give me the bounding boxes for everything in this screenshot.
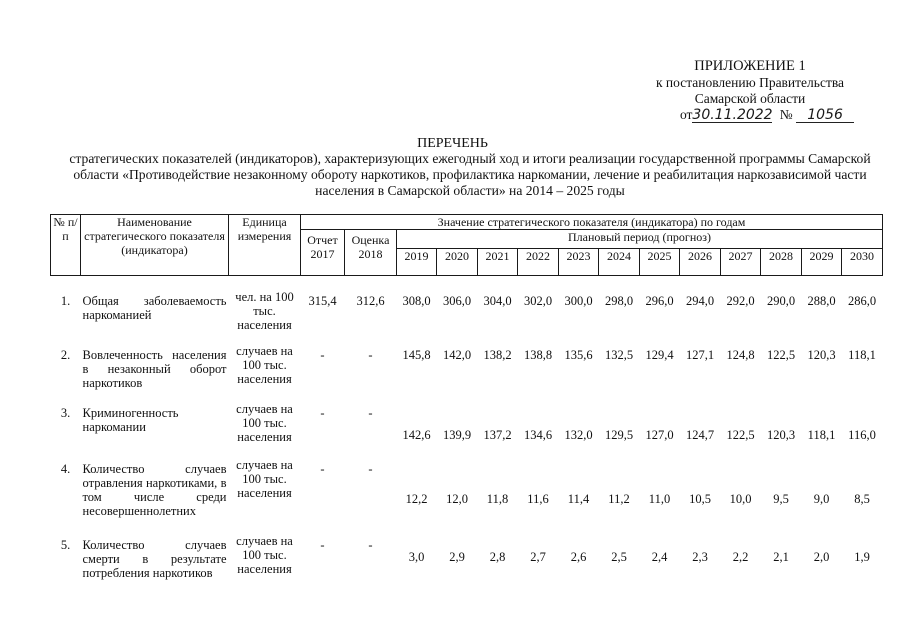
year-value-cell: 134,6 [523, 427, 553, 442]
row-number: 3. [60, 405, 71, 420]
year-value-cell: 124,8 [726, 347, 755, 362]
header-year: 2027 [721, 249, 761, 276]
appendix-title: ПРИЛОЖЕНИЕ 1 [694, 58, 806, 74]
header-report: Отчет 2017 [301, 230, 345, 276]
indicator-name: Количество случаев отравления наркотиками, в том числе среди несовершеннолетних [82, 461, 227, 518]
report-2017-cell: - [320, 347, 325, 362]
year-value-cell: 127,1 [685, 347, 715, 362]
document-subtitle: стратегических показателей (индикаторов), характеризующих ежегодный ход и итоги реализации государственной программы Самарской области «Противодействие незаконному обороту наркотиков, профилактика наркомании, лечение и реабилитация наркозависимой части населения в Самарской области» на 2014 – 2025 годы [69, 151, 871, 198]
year-value-cell: 10,0 [729, 491, 752, 506]
year-value-cell: 298,0 [604, 294, 634, 308]
year-value-cell: 11,0 [648, 491, 671, 506]
year-value-cell: 2,8 [489, 549, 506, 564]
year-value-cell: 1,9 [854, 549, 870, 564]
year-value-cell: 8,5 [854, 491, 870, 506]
table-row [51, 276, 883, 334]
year-value-cell: 142,6 [402, 427, 431, 442]
year-value-cell: 145,8 [402, 347, 431, 362]
year-value-cell: 137,2 [483, 427, 512, 442]
year-value-cell: 2,9 [449, 549, 465, 564]
year-value-cell: 127,0 [645, 427, 674, 442]
header-year: 2023 [559, 249, 599, 276]
table-row [51, 530, 883, 588]
year-value-cell: 296,0 [645, 294, 674, 308]
year-value-cell: 122,5 [726, 427, 755, 442]
indicators-table [50, 214, 883, 588]
year-value-cell: 2,2 [732, 549, 749, 564]
header-estimate: Оценка 2018 [345, 230, 397, 276]
year-value-cell: 120,3 [807, 347, 836, 362]
year-value-cell: 142,0 [442, 347, 472, 362]
year-value-cell: 11,6 [527, 491, 549, 506]
year-value-cell: 2,6 [570, 549, 587, 564]
header-year: 2029 [802, 249, 842, 276]
header-year: 2021 [478, 249, 518, 276]
header-year: 2025 [640, 249, 680, 276]
year-value-cell: 2,4 [651, 549, 668, 564]
unit-cell: случаев на 100 тыс. населения [236, 343, 293, 386]
year-value-cell: 302,0 [523, 294, 553, 308]
year-value-cell: 10,5 [689, 491, 711, 506]
year-value-cell: 11,8 [486, 491, 509, 506]
estimate-2018-cell: 312,6 [356, 294, 385, 308]
appendix-line: к постановлению Правительства [655, 75, 845, 90]
year-value-cell: 122,5 [766, 347, 796, 362]
handwritten-number: 1056 [796, 108, 854, 123]
year-value-cell: 135,6 [564, 347, 593, 362]
header-year: 2028 [761, 249, 802, 276]
table-body [51, 276, 883, 588]
report-2017-cell: - [320, 537, 325, 552]
document-title: ПЕРЕЧЕНЬ [417, 136, 488, 151]
indicator-name: Вовлеченность населения в незаконный оборот наркотиков [82, 347, 227, 390]
table-row [51, 334, 883, 392]
header-unit: Единица измерения [229, 215, 301, 276]
estimate-2018-cell: - [368, 405, 373, 420]
year-value-cell: 118,1 [807, 427, 836, 442]
appendix-line: Самарской области [694, 91, 806, 106]
year-value-cell: 129,5 [604, 427, 634, 442]
header-name: Наименование стратегического показателя (индикатора) [81, 215, 229, 276]
year-value-cell: 9,5 [773, 491, 789, 506]
year-value-cell: 306,0 [442, 294, 472, 308]
handwritten-date: 30.11.2022 [692, 107, 773, 123]
year-value-cell: 308,0 [402, 294, 431, 308]
year-value-cell: 288,0 [807, 294, 836, 308]
year-value-cell: 129,4 [645, 347, 674, 362]
unit-cell: случаев на 100 тыс. населения [236, 457, 293, 500]
unit-cell: случаев на 100 тыс. населения [236, 401, 293, 444]
year-value-cell: 138,2 [483, 347, 512, 362]
year-value-cell: 11,4 [567, 491, 590, 506]
estimate-2018-cell: - [368, 537, 373, 552]
header-year: 2019 [397, 249, 437, 276]
header-year: 2030 [842, 249, 883, 276]
report-2017-cell: 315,4 [308, 294, 337, 308]
year-value-cell: 11,2 [608, 491, 630, 506]
report-2017-cell: - [320, 461, 325, 476]
row-number: 5. [60, 537, 71, 552]
year-value-cell: 118,1 [848, 347, 876, 362]
table-row [51, 454, 883, 530]
year-value-cell: 2,5 [611, 549, 627, 564]
row-number: 2. [60, 347, 71, 362]
year-value-cell: 9,0 [813, 491, 830, 506]
year-value-cell: 12,0 [446, 491, 468, 506]
row-number: 1. [60, 294, 71, 308]
header-year: 2020 [437, 249, 478, 276]
year-value-cell: 2,3 [692, 549, 708, 564]
indicator-name: Количество случаев смерти в результате потребления наркотиков [82, 537, 227, 580]
year-value-cell: 304,0 [483, 294, 512, 308]
table-row [51, 392, 883, 454]
unit-cell: чел. на 100 тыс. населения [235, 290, 294, 332]
estimate-2018-cell: - [368, 461, 373, 476]
year-value-cell: 300,0 [564, 294, 593, 308]
header-year: 2022 [518, 249, 559, 276]
year-value-cell: 120,3 [766, 427, 796, 442]
header-year: 2024 [599, 249, 640, 276]
year-value-cell: 138,8 [523, 347, 553, 362]
unit-cell: случаев на 100 тыс. населения [236, 533, 293, 576]
year-value-cell: 139,9 [442, 427, 472, 442]
header-year: 2026 [680, 249, 721, 276]
row-number: 4. [60, 461, 71, 476]
estimate-2018-cell: - [368, 347, 373, 362]
indicator-name: Общая заболеваемость наркоманией [82, 294, 227, 322]
year-value-cell: 294,0 [685, 294, 715, 308]
year-value-cell: 292,0 [726, 294, 755, 308]
year-value-cell: 2,1 [773, 549, 789, 564]
year-value-cell: 12,2 [405, 491, 428, 506]
indicator-name: Криминогенность наркомании [82, 405, 179, 434]
year-value-cell: 290,0 [766, 294, 796, 308]
year-value-cell: 124,7 [685, 427, 715, 442]
year-value-cell: 132,0 [564, 427, 593, 442]
appendix-date-line [600, 107, 900, 123]
appendix-block [600, 58, 900, 123]
year-value-cell: 132,5 [604, 347, 634, 362]
year-value-cell: 3,0 [408, 549, 425, 564]
report-2017-cell: - [320, 405, 325, 420]
header-num: № п/п [51, 215, 81, 276]
number-label: № [779, 107, 793, 122]
year-value-cell: 2,7 [530, 549, 546, 564]
year-value-cell: 116,0 [848, 427, 876, 442]
header-plan: Плановый период (прогноз) [397, 230, 883, 249]
year-value-cell: 2,0 [813, 549, 830, 564]
header-group: Значение стратегического показателя (индикатора) по годам [301, 215, 883, 230]
year-value-cell: 286,0 [847, 294, 877, 308]
from-label: от [679, 107, 693, 122]
